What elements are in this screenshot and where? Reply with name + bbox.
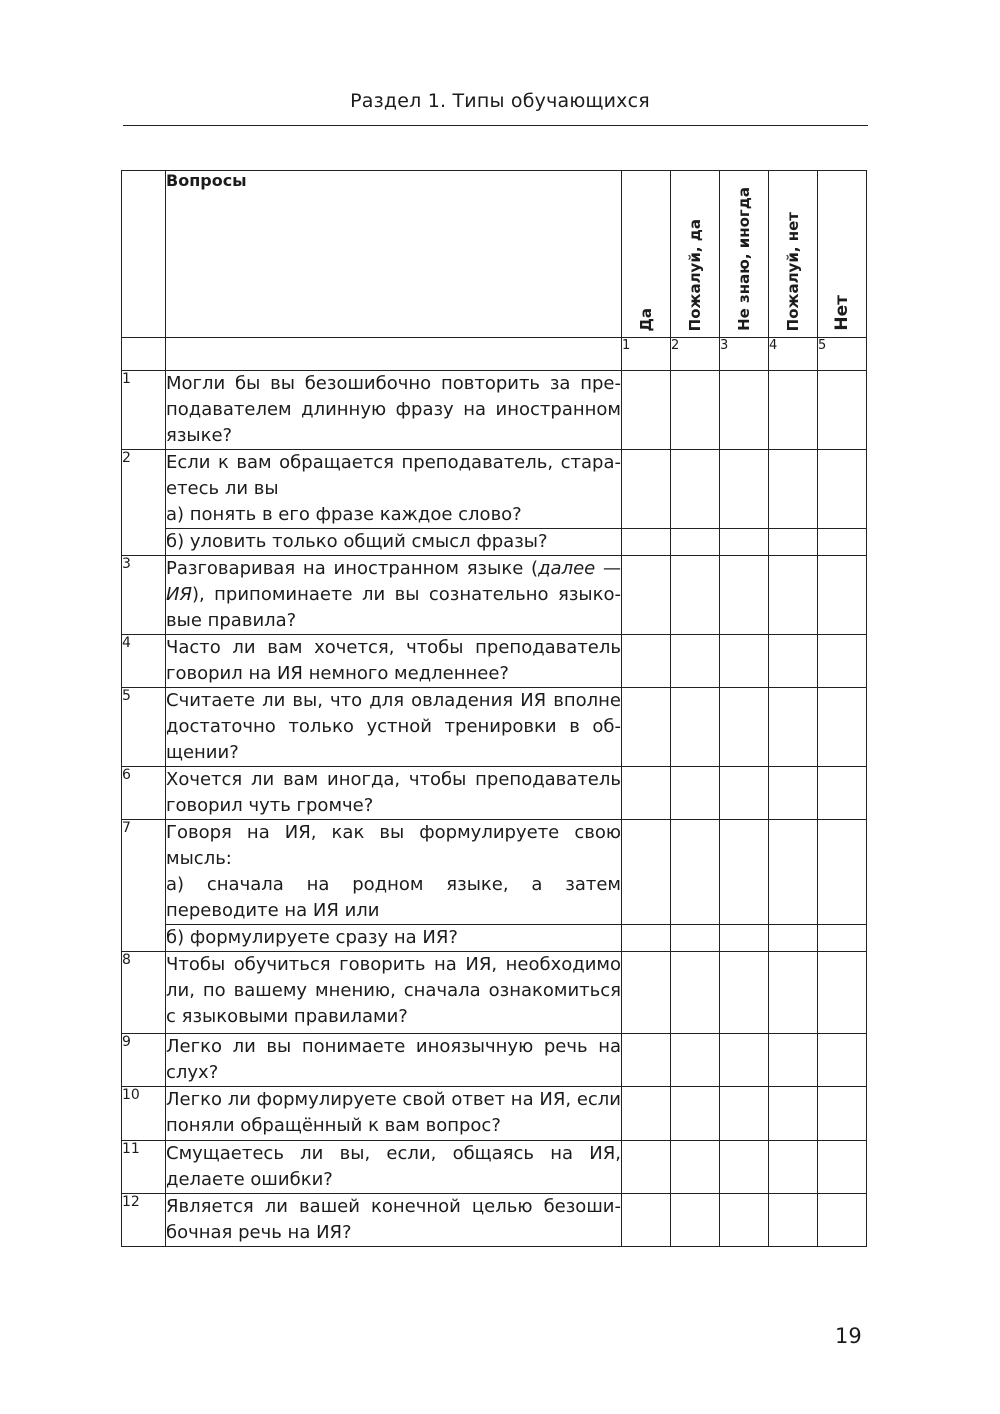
question-text <box>166 1034 622 1087</box>
question-text-italic: далее — ИЯ <box>166 558 621 605</box>
answer-cell[interactable] <box>622 635 671 688</box>
question-number: 8 <box>122 952 166 1034</box>
question-number: 3 <box>122 556 166 635</box>
answer-cell[interactable] <box>671 529 720 556</box>
answer-cell[interactable] <box>818 529 867 556</box>
answer-cell[interactable] <box>671 450 720 529</box>
question-text-content: Считаете ли вы, что для овладения ИЯ вполне достаточно только устной тренировки в общении? <box>166 690 621 763</box>
question-text <box>166 688 622 767</box>
answer-cell[interactable] <box>720 1087 769 1141</box>
answer-header-label: Да <box>637 307 655 331</box>
question-text-content: Чтобы обучиться говорить на ИЯ, необходимо ли, по вашему мнению, сначала ознакомиться с языковыми правилами? <box>166 954 621 1027</box>
question-row <box>122 556 867 635</box>
answer-cell[interactable] <box>818 820 867 925</box>
question-row <box>122 1194 867 1247</box>
answer-cell[interactable] <box>671 1141 720 1194</box>
answer-cell[interactable] <box>818 1034 867 1087</box>
question-number: 10 <box>122 1087 166 1141</box>
answer-cell[interactable] <box>720 529 769 556</box>
answer-cell[interactable] <box>818 1141 867 1194</box>
question-text <box>166 1194 622 1247</box>
answer-cell[interactable] <box>671 556 720 635</box>
question-row <box>122 688 867 767</box>
question-row <box>122 371 867 450</box>
empty-cell <box>166 338 622 371</box>
answer-cell[interactable] <box>622 820 671 925</box>
question-subtext: б) уловить только общий смысл фразы? <box>166 529 622 556</box>
questionnaire-table <box>121 170 867 1247</box>
question-text <box>166 767 622 820</box>
question-number: 12 <box>122 1194 166 1247</box>
question-text-content: Часто ли вам хочется, чтобы преподаватель говорил на ИЯ немного медленнее? <box>166 637 621 684</box>
answer-header-dont-know <box>720 171 769 338</box>
answer-cell[interactable] <box>769 767 818 820</box>
answer-cell[interactable] <box>671 1194 720 1247</box>
answer-cell[interactable] <box>720 450 769 529</box>
answer-cell[interactable] <box>671 635 720 688</box>
question-row <box>122 952 867 1034</box>
question-text <box>166 1087 622 1141</box>
answer-cell[interactable] <box>720 635 769 688</box>
answer-cell[interactable] <box>671 767 720 820</box>
question-text <box>166 556 622 635</box>
questions-header: Вопросы <box>166 171 622 338</box>
answer-cell[interactable] <box>671 688 720 767</box>
question-row <box>122 1087 867 1141</box>
page-number: 19 <box>835 1324 862 1348</box>
question-text <box>166 1141 622 1194</box>
answer-cell[interactable] <box>671 1034 720 1087</box>
answer-cell[interactable] <box>671 820 720 925</box>
column-number: 1 <box>622 338 671 371</box>
answer-cell[interactable] <box>818 925 867 952</box>
answer-cell[interactable] <box>720 952 769 1034</box>
question-number: 7 <box>122 820 166 952</box>
answer-header-probably-no <box>769 171 818 338</box>
question-subtext: б) формулируете сразу на ИЯ? <box>166 925 622 952</box>
answer-cell[interactable] <box>671 925 720 952</box>
answer-header-label: Нет <box>832 295 852 331</box>
column-number-row <box>122 338 867 371</box>
answer-cell[interactable] <box>769 688 818 767</box>
answer-cell[interactable] <box>720 371 769 450</box>
answer-cell[interactable] <box>769 450 818 529</box>
answer-cell[interactable] <box>671 371 720 450</box>
answer-header-label: Не знаю, иногда <box>735 187 753 331</box>
question-row <box>122 450 867 529</box>
answer-header-probably-yes <box>671 171 720 338</box>
answer-cell[interactable] <box>622 767 671 820</box>
answer-cell[interactable] <box>818 952 867 1034</box>
question-number: 4 <box>122 635 166 688</box>
question-text <box>166 450 622 529</box>
question-text-part: Разговаривая на иностранном языке ( <box>166 558 539 579</box>
answer-cell[interactable] <box>720 688 769 767</box>
answer-cell[interactable] <box>769 556 818 635</box>
answer-cell[interactable] <box>720 820 769 925</box>
question-text <box>166 952 622 1034</box>
answer-cell[interactable] <box>720 556 769 635</box>
answer-cell[interactable] <box>622 1141 671 1194</box>
question-row <box>122 820 867 925</box>
question-number: 9 <box>122 1034 166 1087</box>
answer-cell[interactable] <box>769 1087 818 1141</box>
answer-cell[interactable] <box>622 1087 671 1141</box>
answer-cell[interactable] <box>622 925 671 952</box>
question-row <box>122 1141 867 1194</box>
question-text-content: Хочется ли вам иногда, чтобы преподаватель говорил чуть громче? <box>166 769 621 816</box>
question-text-content: Говоря на ИЯ, как вы формулируете свою мысль: а) сначала на родном языке, а затем переводите на ИЯ или <box>166 822 621 921</box>
answer-cell[interactable] <box>769 1034 818 1087</box>
question-number: 2 <box>122 450 166 556</box>
question-text <box>166 635 622 688</box>
answer-cell[interactable] <box>769 925 818 952</box>
question-number: 6 <box>122 767 166 820</box>
answer-cell[interactable] <box>769 635 818 688</box>
answer-header-label: Пожалуй, да <box>686 218 704 331</box>
question-text <box>166 820 622 925</box>
header-row <box>122 171 867 338</box>
question-text-content: Если к вам обращается преподаватель, стараетесь ли вы а) понять в его фразе каждое слово? <box>166 452 621 525</box>
answer-cell[interactable] <box>769 1194 818 1247</box>
column-number: 2 <box>671 338 720 371</box>
answer-cell[interactable] <box>818 688 867 767</box>
answer-cell[interactable] <box>769 371 818 450</box>
header-num-cell <box>122 171 166 338</box>
answer-cell[interactable] <box>818 1194 867 1247</box>
answer-cell[interactable] <box>720 767 769 820</box>
answer-cell[interactable] <box>818 635 867 688</box>
question-text-content: Легко ли формулируете свой ответ на ИЯ, если поняли обращённый к вам вопрос? <box>166 1089 621 1136</box>
answer-header-label: Пожалуй, нет <box>784 211 802 331</box>
answer-cell[interactable] <box>769 529 818 556</box>
answer-cell[interactable] <box>720 925 769 952</box>
answer-cell[interactable] <box>818 450 867 529</box>
empty-cell <box>122 338 166 371</box>
question-text-content: Является ли вашей конечной целью безошибочная речь на ИЯ? <box>166 1196 621 1243</box>
question-row <box>122 635 867 688</box>
question-number: 1 <box>122 371 166 450</box>
question-subrow <box>122 925 867 952</box>
answer-cell[interactable] <box>769 1141 818 1194</box>
answer-cell[interactable] <box>818 1087 867 1141</box>
column-number: 4 <box>769 338 818 371</box>
question-subrow <box>122 529 867 556</box>
answer-cell[interactable] <box>622 1194 671 1247</box>
answer-cell[interactable] <box>818 371 867 450</box>
answer-cell[interactable] <box>720 1034 769 1087</box>
question-text-part: ), припоминаете ли вы сознательно языковые правила? <box>166 584 621 631</box>
column-number: 5 <box>818 338 867 371</box>
question-text-content: Смущаетесь ли вы, если, общаясь на ИЯ, делаете ошибки? <box>166 1143 621 1190</box>
running-head: Раздел 1. Типы обучающихся <box>350 90 650 112</box>
answer-cell[interactable] <box>622 688 671 767</box>
question-row <box>122 1034 867 1087</box>
answer-cell[interactable] <box>720 1194 769 1247</box>
answer-cell[interactable] <box>622 529 671 556</box>
question-text-content: Легко ли вы понимаете иноязычную речь на слух? <box>166 1036 621 1083</box>
answer-cell[interactable] <box>769 820 818 925</box>
answer-cell[interactable] <box>622 450 671 529</box>
answer-header-yes <box>622 171 671 338</box>
header-rule <box>123 125 868 126</box>
answer-cell[interactable] <box>622 556 671 635</box>
answer-header-no <box>818 171 867 338</box>
answer-cell[interactable] <box>671 1087 720 1141</box>
answer-cell[interactable] <box>818 556 867 635</box>
column-number: 3 <box>720 338 769 371</box>
question-text-content: Могли бы вы безошибочно повторить за преподавателем длинную фразу на иностранном языке? <box>166 373 621 446</box>
answer-cell[interactable] <box>671 952 720 1034</box>
answer-cell[interactable] <box>769 952 818 1034</box>
question-number: 11 <box>122 1141 166 1194</box>
answer-cell[interactable] <box>818 767 867 820</box>
answer-cell[interactable] <box>622 371 671 450</box>
answer-cell[interactable] <box>720 1141 769 1194</box>
question-row <box>122 767 867 820</box>
answer-cell[interactable] <box>622 1034 671 1087</box>
answer-cell[interactable] <box>622 952 671 1034</box>
question-text <box>166 371 622 450</box>
question-number: 5 <box>122 688 166 767</box>
